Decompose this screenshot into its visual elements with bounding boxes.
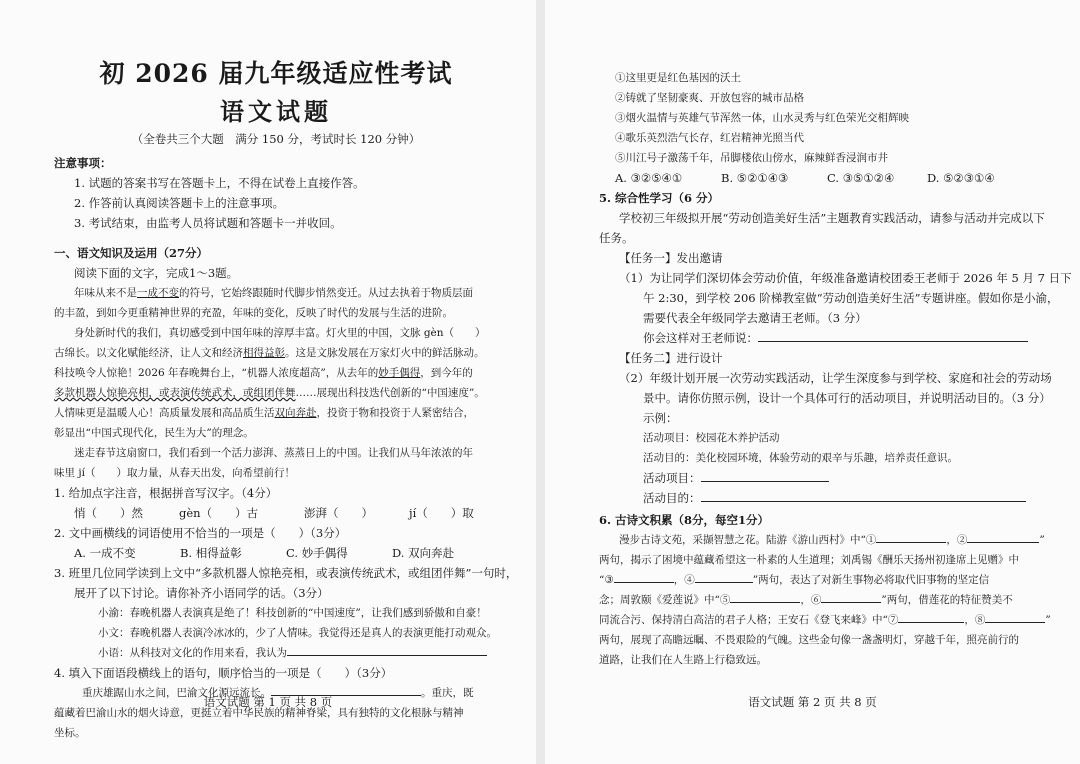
exam-info: （全卷共三个大题 满分 150 分，考试时长 120 分钟） <box>131 132 421 146</box>
underlined-phrase: 一成不变 <box>137 287 179 299</box>
notes-heading: 注意事项： <box>54 156 112 170</box>
q2-option: B. 相得益彰 <box>180 546 242 560</box>
dialogue-line: 小渝：春晚机器人表演真是绝了！科技创新的“中国速度”，让我们感到骄傲和自豪！ <box>98 607 487 619</box>
underlined-phrase: 双向奔赴 <box>274 407 317 419</box>
answer-blank[interactable] <box>287 643 487 656</box>
passage-line: 年味从来不是一成不变的符号，它始终跟随时代脚步悄然变迁。从过去执着于物质层面 <box>74 287 473 299</box>
activity-purpose-line: 活动目的： <box>599 488 1050 508</box>
passage-line: 多款机器人惊艳亮相，或表演传统武术，或组团伴舞……展现出科技迭代创新的“中国速度”。 <box>54 387 485 399</box>
q4-statement: ⑤川江号子激荡千年，吊脚楼依山傍水，麻辣鲜香浸润市井 <box>615 152 888 164</box>
q4-passage-line: 重庆雄踞山水之间，巴渝文化源远流长。 。重庆，既 <box>54 683 498 703</box>
q4-options <box>615 168 1050 188</box>
example-project: 活动项目：校园花木养护活动 <box>643 432 780 444</box>
answer-blank[interactable] <box>701 489 1026 502</box>
answer-blank[interactable] <box>967 530 1039 543</box>
q2-option: C. 妙手偶得 <box>286 546 348 560</box>
q6-line: 道路，让我们在人生路上行稳致远。 <box>599 654 767 666</box>
note-item: 3. 考试结束，由监考人员将试题和答题卡一并收回。 <box>74 216 342 230</box>
page-footer: 语文试题 第 1 页 共 8 页 <box>203 695 333 709</box>
question-6-stem: 6. 古诗文积累（8分，每空1分） <box>599 513 770 527</box>
dialogue-line: 小语：从科技对文化的作用来看，我认为 <box>54 643 498 663</box>
passage-line: 身处新时代的我们，真切感受到中国年味的淳厚丰富。灯火里的中国，文脉 gèn（ ） <box>74 327 486 339</box>
task-2-text: （2）年级计划开展一次劳动实践活动，让学生深度参与到学校、家庭和社会的劳动场 <box>619 371 1052 385</box>
answer-blank[interactable] <box>985 610 1045 623</box>
passage-line: 人情味更是温暖人心！高质量发展和高品质生活双向奔赴，投资于物和投资于人紧密结合， <box>54 407 474 419</box>
question-1-items <box>54 503 498 523</box>
note-item: 1. 试题的答案书写在答题卡上，不得在试卷上直接作答。 <box>74 176 365 190</box>
task-1-text: （1）为让同学们深切体会劳动价值，年级准备邀请校团委王老师于 2026 年 5 月 7 日下 <box>619 271 1072 285</box>
q4-statement: ①这里更是红色基因的沃土 <box>615 72 741 84</box>
underlined-phrase: 妙手偶得 <box>378 367 421 379</box>
wavy-underlined-sentence: 多款机器人惊艳亮相，或表演传统武术，或组团伴舞 <box>54 387 296 399</box>
q4-statement: ③烟火温情与英雄气节浑然一体，山水灵秀与红色荣光交相辉映 <box>615 112 909 124</box>
question-4-stem: 4. 填入下面语段横线上的语句，顺序恰当的一项是（ ）（3分） <box>54 666 393 680</box>
q6-line: 两句，揭示了困境中蕴藏希望这一朴素的人生道理；刘禹锡《酬乐天扬州初逢席上见赠》中 <box>599 554 1019 566</box>
q4-statement: ④歌乐英烈浩气长存，红岩精神光照当代 <box>615 132 804 144</box>
q5-intro-cont: 任务。 <box>599 231 634 245</box>
passage-line: 迷走春节这扇窗口，我们看到一个活力澎湃、蒸蒸日上的中国。让我们从马年浓浓的年 <box>74 447 473 459</box>
underlined-phrase: 相得益彰 <box>243 347 285 359</box>
q4-option: D. ⑤②③①④ <box>927 171 995 185</box>
q6-line: 漫步古诗文苑，采撷智慧之花。陆游《游山西村》中“① ，② ” <box>599 530 1050 550</box>
q2-option: D. 双向奔赴 <box>392 546 455 560</box>
question-2-options <box>54 543 498 563</box>
passage-line: 科技唤令人惊艳！2026 年春晚舞台上，“机器人浓度超高”，从去年的妙手偶得，到今年的 <box>54 367 473 379</box>
q4-option: B. ⑤②①④③ <box>721 171 789 185</box>
question-3-stem: 3. 班里几位同学读到上文中“多款机器人惊艳亮相，或表演传统武术，或组团伴舞”一句时， <box>54 566 518 580</box>
q6-line: 同流合污、保持清白高洁的君子人格；王安石《登飞来峰》中“⑦ ，⑧ ” <box>599 610 1050 630</box>
passage-line: 的丰盈，到如今更重精神世界的充盈，年味的变化，反映了时代的发展与生活的进阶。 <box>54 307 453 319</box>
task-1-text: 需要代表全年级同学去邀请王老师。（3 分） <box>643 311 867 325</box>
question-1-stem: 1. 给加点字注音，根据拼音写汉字。（4分） <box>54 486 278 500</box>
exam-page-1 <box>0 0 536 764</box>
task-2-heading: 【任务二】进行设计 <box>619 351 723 365</box>
q5-intro: 学校初三年级拟开展“劳动创造美好生活”主题教育实践活动，请参与活动并完成以下 <box>619 211 1045 225</box>
example-purpose: 活动目的：美化校园环境，体验劳动的艰辛与乐趣，培养责任意识。 <box>643 452 958 464</box>
q1-item: 澎湃（ ） <box>304 506 373 520</box>
passage-line: 彰显出“中国式现代化，民生为大”的理念。 <box>54 427 254 439</box>
passage-line: 味里 jí（ ）取力量，从春天出发，向希望前行！ <box>54 467 295 479</box>
question-2-stem: 2. 文中画横线的词语使用不恰当的一项是（ ）（3分） <box>54 526 347 540</box>
section-heading: 一、语文知识及运用（27分） <box>54 246 209 260</box>
q4-passage-line: 蕴藏着巴渝山水的烟火诗意，更挺立着中华民族的精神脊梁，具有独特的文化根脉与精神 <box>54 707 464 719</box>
q4-option: C. ③⑤①②④ <box>827 171 895 185</box>
task-1-answer-line: 你会这样对王老师说： <box>599 328 1050 348</box>
q1-item: gèn（ ）古 <box>179 506 259 520</box>
q6-line: 念；周敦颐《爱莲说》中“⑤ ，⑥ ”两句，借莲花的特征赞美不 <box>599 590 1050 610</box>
passage-line: 古绵长。以文化赋能经济，让人文和经济相得益彰。这是文脉发展在万家灯火中的鲜活脉动。 <box>54 347 485 359</box>
q6-line: “③ ，④ ”两句，表达了对新生事物必将取代旧事物的坚定信 <box>599 570 1050 590</box>
q2-option: A. 一成不变 <box>74 546 136 560</box>
exam-subject-title: 语文试题 <box>220 97 332 126</box>
task-2-text: 景中。请你仿照示例，设计一个具体可行的活动项目，并说明活动目的。（3 分） <box>643 391 1051 405</box>
task-1-heading: 【任务一】发出邀请 <box>619 251 723 265</box>
activity-project-line: 活动项目： <box>599 468 1050 488</box>
answer-blank[interactable] <box>730 590 800 603</box>
dialogue-line: 小文：春晚机器人表演冷冰冰的，少了人情味。我觉得还是真人的表演更能打动观众。 <box>98 627 497 639</box>
answer-blank[interactable] <box>821 590 881 603</box>
answer-blank[interactable] <box>695 570 753 583</box>
task-1-text: 午 2:30，到学校 206 阶梯教室做“劳动创造美好生活”专题讲座。假如你是小渝， <box>643 291 1059 305</box>
q4-passage-line: 坐标。 <box>54 727 86 739</box>
question-3-stem-cont: 展开了以下讨论。请你补齐小语同学的话。（3分） <box>74 586 329 600</box>
exam-page-2 <box>545 0 1080 764</box>
question-5-stem: 5. 综合性学习（6 分） <box>599 191 720 205</box>
answer-blank[interactable] <box>898 610 964 623</box>
q4-statement: ②铸就了坚韧豪爽、开放包容的城市品格 <box>615 92 804 104</box>
q4-option: A. ③②⑤④① <box>615 171 683 185</box>
answer-blank[interactable] <box>758 329 1028 342</box>
q1-item: jí（ ）取 <box>409 506 474 520</box>
example-label: 示例： <box>643 411 678 425</box>
answer-blank[interactable] <box>876 530 946 543</box>
page-footer: 语文试题 第 2 页 共 8 页 <box>748 695 877 709</box>
answer-blank[interactable] <box>701 469 829 482</box>
exam-title: 初 2026 届九年级适应性考试 <box>99 59 453 88</box>
note-item: 2. 作答前认真阅读答题卡上的注意事项。 <box>74 196 285 210</box>
instruction-text: 阅读下面的文字，完成1～3题。 <box>74 266 239 280</box>
answer-blank[interactable] <box>614 570 674 583</box>
q1-item: 悄（ ）然 <box>74 506 143 520</box>
q6-line: 两句，展现了高瞻远瞩、不畏艰险的气魄。这些金句像一盏盏明灯，穿越千年，照亮前行的 <box>599 634 1019 646</box>
